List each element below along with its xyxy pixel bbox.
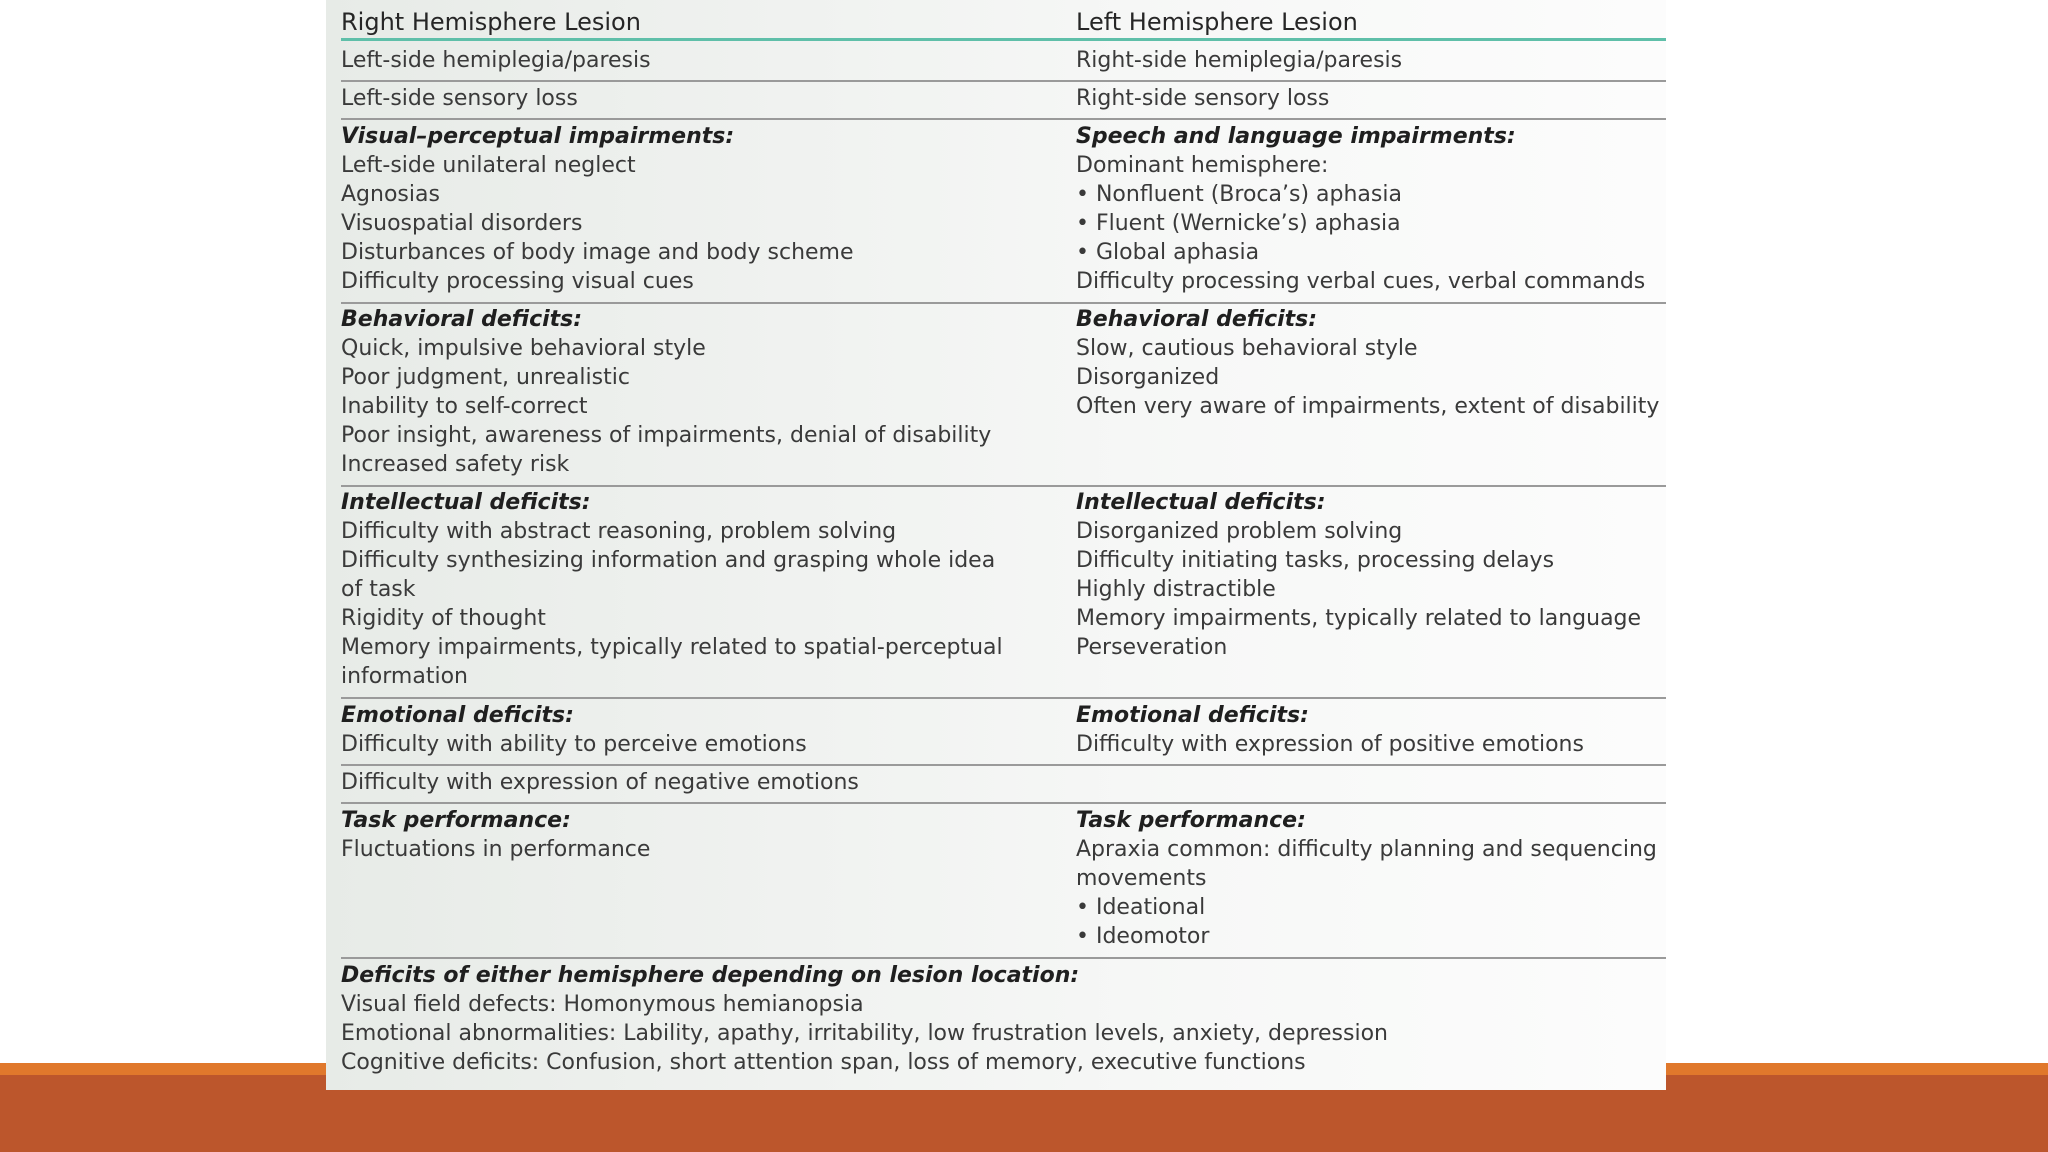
list-item: Dominant hemisphere: bbox=[1076, 153, 1329, 178]
list-item: Disorganized problem solving bbox=[1076, 519, 1403, 544]
list-item: Apraxia common: difficulty planning and sequencing bbox=[1076, 837, 1657, 862]
header-left-hemisphere: Left Hemisphere Lesion bbox=[1076, 8, 1358, 36]
category-title: Intellectual deficits: bbox=[1076, 490, 1326, 515]
list-item: movements bbox=[1076, 866, 1207, 891]
list-item: Disturbances of body image and body scheme bbox=[341, 240, 854, 265]
list-item: • Ideational bbox=[1076, 895, 1206, 920]
list-item: Memory impairments, typically related to spatial-perceptual bbox=[341, 635, 1003, 660]
list-item: information bbox=[341, 664, 468, 689]
list-item: • Nonfluent (Broca’s) aphasia bbox=[1076, 182, 1402, 207]
list-item: Memory impairments, typically related to language bbox=[1076, 606, 1642, 631]
cell-either-hemisphere bbox=[341, 961, 1388, 1077]
list-item: Visuospatial disorders bbox=[341, 211, 583, 236]
list-item: • Global aphasia bbox=[1076, 240, 1260, 265]
header-right-hemisphere: Right Hemisphere Lesion bbox=[341, 8, 641, 36]
row-divider bbox=[341, 485, 1666, 487]
list-item: Difficulty initiating tasks, processing delays bbox=[1076, 548, 1555, 573]
list-item: • Ideomotor bbox=[1076, 924, 1210, 949]
cell-left-sensory: Right-side sensory loss bbox=[1076, 86, 1330, 111]
row-divider bbox=[341, 697, 1666, 699]
cell-right-task bbox=[341, 806, 650, 864]
list-item: Visual field defects: Homonymous hemianopsia bbox=[341, 992, 864, 1017]
cell-right-intellect bbox=[341, 488, 1003, 691]
list-item: Difficulty processing visual cues bbox=[341, 269, 694, 294]
cell-left-motor: Right-side hemiplegia/paresis bbox=[1076, 48, 1403, 73]
row-divider bbox=[341, 802, 1666, 804]
list-item: Left-side unilateral neglect bbox=[341, 153, 636, 178]
list-item: of task bbox=[341, 577, 416, 602]
header-rule bbox=[341, 38, 1666, 41]
cell-right-perception bbox=[341, 122, 854, 296]
category-title: Intellectual deficits: bbox=[341, 490, 591, 515]
list-item: Slow, cautious behavioral style bbox=[1076, 336, 1418, 361]
cell-left-speech bbox=[1076, 122, 1645, 296]
list-item: Increased safety risk bbox=[341, 452, 570, 477]
list-item: Inability to self-correct bbox=[341, 394, 588, 419]
list-item: Difficulty with ability to perceive emotions bbox=[341, 732, 807, 757]
cell-right-emotion bbox=[341, 701, 807, 759]
list-item: Agnosias bbox=[341, 182, 440, 207]
row-divider bbox=[341, 80, 1666, 82]
row-divider bbox=[341, 118, 1666, 120]
category-title: Emotional deficits: bbox=[341, 703, 574, 728]
list-item: Fluctuations in performance bbox=[341, 837, 651, 862]
list-item: Disorganized bbox=[1076, 365, 1220, 390]
list-item: Quick, impulsive behavioral style bbox=[341, 336, 706, 361]
list-item: Perseveration bbox=[1076, 635, 1228, 660]
row-divider bbox=[341, 302, 1666, 304]
list-item: Poor judgment, unrealistic bbox=[341, 365, 630, 390]
cell-left-intellect bbox=[1076, 488, 1641, 662]
list-item: Emotional abnormalities: Lability, apathy, irritability, low frustration levels, anxiety, depression bbox=[341, 1021, 1388, 1046]
cell-right-negative-emotions: Difficulty with expression of negative emotions bbox=[341, 770, 859, 795]
list-item: Cognitive deficits: Confusion, short attention span, loss of memory, executive functions bbox=[341, 1050, 1306, 1075]
list-item: Highly distractible bbox=[1076, 577, 1276, 602]
cell-left-behavior bbox=[1076, 305, 1659, 421]
row-divider bbox=[341, 957, 1666, 959]
list-item: Difficulty processing verbal cues, verbal commands bbox=[1076, 269, 1646, 294]
category-title: Behavioral deficits: bbox=[1076, 307, 1318, 332]
row-divider bbox=[341, 764, 1666, 766]
category-title: Task performance: bbox=[341, 808, 571, 833]
list-item: Difficulty with abstract reasoning, problem solving bbox=[341, 519, 897, 544]
list-item: Often very aware of impairments, extent of disability bbox=[1076, 394, 1660, 419]
list-item: • Fluent (Wernicke’s) aphasia bbox=[1076, 211, 1401, 236]
category-title: Speech and language impairments: bbox=[1076, 124, 1516, 149]
cell-left-task bbox=[1076, 806, 1657, 951]
list-item: Difficulty synthesizing information and grasping whole idea bbox=[341, 548, 996, 573]
cell-right-sensory: Left-side sensory loss bbox=[341, 86, 578, 111]
list-item: Difficulty with expression of positive emotions bbox=[1076, 732, 1584, 757]
list-item: Poor insight, awareness of impairments, denial of disability bbox=[341, 423, 992, 448]
list-item: Rigidity of thought bbox=[341, 606, 546, 631]
cell-right-behavior bbox=[341, 305, 991, 479]
category-title: Deficits of either hemisphere depending on lesion location: bbox=[341, 963, 1080, 988]
cell-left-emotion bbox=[1076, 701, 1584, 759]
category-title: Visual–perceptual impairments: bbox=[341, 124, 735, 149]
cell-right-motor: Left-side hemiplegia/paresis bbox=[341, 48, 651, 73]
hemisphere-lesion-table bbox=[326, 0, 1666, 1090]
category-title: Task performance: bbox=[1076, 808, 1306, 833]
category-title: Behavioral deficits: bbox=[341, 307, 583, 332]
category-title: Emotional deficits: bbox=[1076, 703, 1309, 728]
